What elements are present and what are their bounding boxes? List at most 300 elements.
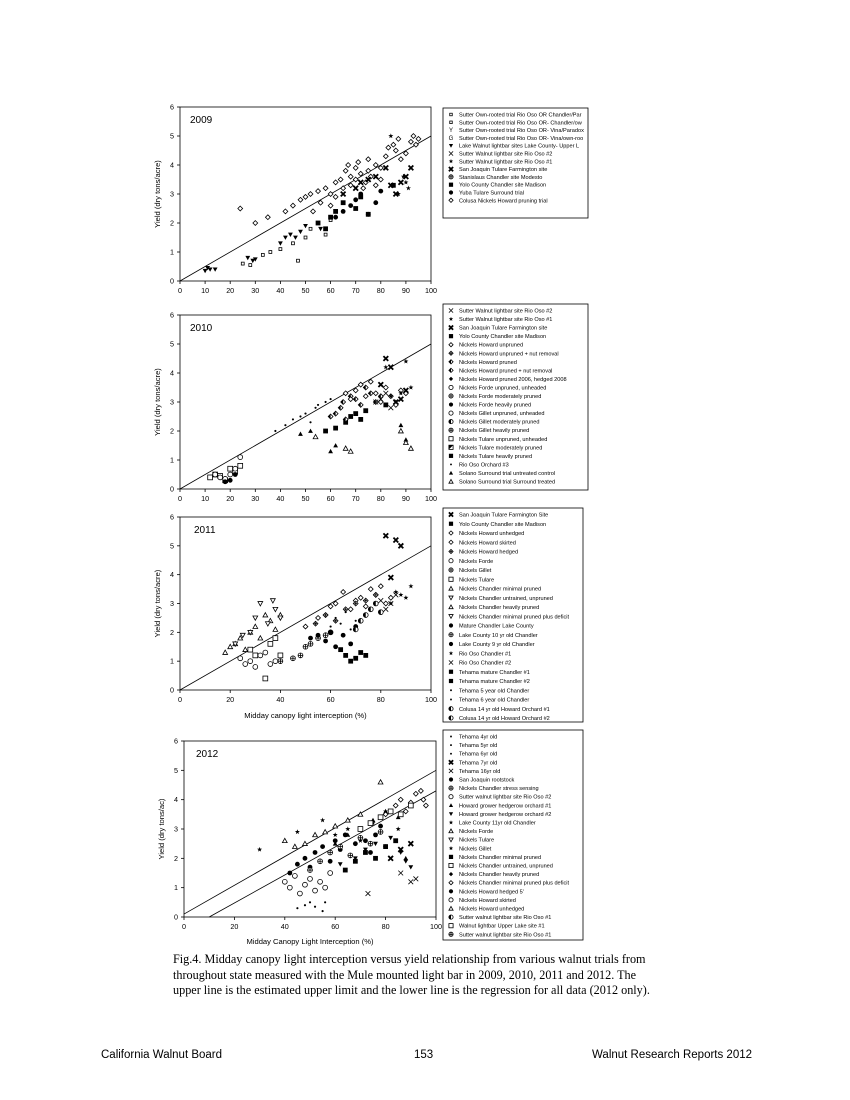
chart-2011-point — [253, 616, 258, 620]
chart-2009-point — [265, 215, 270, 220]
chart-2009-point — [391, 183, 396, 188]
chart-2009-point — [398, 180, 403, 185]
chart-2011-point — [243, 662, 248, 667]
chart-2012-point — [296, 907, 298, 909]
chart-2009-point — [393, 148, 398, 153]
chart-2011-point — [363, 604, 368, 609]
chart-2010-legend-marker — [449, 454, 453, 458]
chart-2011-point — [350, 628, 352, 630]
chart-2009-point — [297, 259, 300, 262]
chart-2011-legend-label: Colusa 14 yr old Howard Orchard #1 — [459, 706, 550, 713]
chart-2012-y-tick-label: 1 — [174, 883, 178, 893]
chart-2009-point — [333, 215, 338, 220]
chart-2011-legend-marker — [449, 633, 453, 637]
chart-2012-point — [304, 904, 306, 906]
chart-2011-point — [373, 592, 378, 597]
chart-2011-point — [378, 584, 383, 589]
chart-2010-legend-label: Solano Surround trial Surround treated — [459, 479, 556, 486]
chart-2009-point — [414, 142, 419, 147]
chart-2012-point — [393, 803, 398, 808]
chart-2009-legend-label: San Joaquin Tulare Farmington site — [459, 167, 548, 174]
chart-2010-legend-label: Nickels Tulare unpruned, unheaded — [459, 436, 548, 443]
chart-2010-point — [341, 400, 346, 405]
chart-2009-point — [353, 206, 358, 211]
chart-2012-x-axis-label: Midday Canopy Light Interception (%) — [246, 937, 374, 946]
chart-2012-point — [292, 874, 297, 879]
chart-2012-point — [308, 876, 313, 881]
chart-2012-point — [363, 838, 368, 843]
chart-2009-x-tick-label: 90 — [401, 286, 410, 295]
chart-2010-point — [363, 394, 368, 399]
chart-2010-legend-label: Rio Oso Orchard #3 — [459, 462, 509, 469]
chart-2011-point — [383, 601, 388, 606]
chart-2010-point — [353, 411, 358, 416]
chart-2011-y-tick-label: 6 — [170, 512, 174, 522]
chart-2009-point — [309, 227, 312, 230]
chart-2012-point — [408, 803, 413, 808]
chart-2011-point — [398, 543, 403, 548]
chart-2010-point — [233, 466, 238, 471]
chart-2010-x-tick-label: 70 — [351, 494, 360, 503]
chart-2010-legend-marker — [449, 402, 453, 406]
chart-2012-point — [398, 797, 403, 802]
chart-2009-point — [269, 251, 272, 254]
chart-2009-point — [353, 177, 358, 182]
chart-2011-point — [278, 659, 283, 664]
chart-2012-point — [398, 871, 403, 876]
chart-2012-point — [368, 821, 373, 826]
chart-2011-point — [378, 610, 383, 615]
chart-2011-point — [270, 599, 275, 603]
chart-2011-x-tick-label: 100 — [425, 695, 437, 704]
chart-2012-legend-label: Nickels Howard hedged 5' — [459, 889, 524, 896]
chart-2012-point — [388, 836, 393, 840]
chart-2011-point — [348, 607, 353, 612]
chart-2011-x-tick-label: 40 — [276, 695, 285, 704]
chart-2011-point — [341, 590, 346, 595]
chart-2012-x-tick-label: 0 — [182, 922, 186, 931]
chart-2009-point — [366, 168, 371, 173]
chart-2009-legend-label: Sutter Own-rooted trial Rio Oso OR- Vina/Paradox — [459, 128, 584, 135]
chart-2009-x-tick-label: 20 — [226, 286, 235, 295]
chart-2010-legend-label: Nickels Howard unpruned — [459, 342, 524, 349]
chart-2009-y-tick-label: 6 — [170, 102, 174, 112]
chart-2012-legend-label: Sutter walnut lightbar site Rio Oso #1 — [459, 915, 552, 922]
chart-2009-legend-marker — [450, 121, 453, 124]
chart-2010-point — [213, 472, 218, 477]
chart-2010-point — [408, 385, 413, 390]
chart-2010-y-tick-label: 2 — [170, 426, 174, 436]
chart-2011-x-tick-label: 60 — [326, 695, 335, 704]
chart-2012-point — [313, 832, 318, 836]
chart-2012-legend-label: Nickels Chandler stress sensing — [459, 786, 539, 793]
chart-2010-x-tick-label: 20 — [226, 494, 235, 503]
chart-2012-point — [408, 841, 413, 846]
chart-2011-point — [268, 641, 273, 646]
chart-2012-point — [418, 788, 423, 793]
chart-2011-point — [273, 627, 278, 631]
chart-2009-legend-label: Sutter Own-rooted trial Rio Oso OR Chandler/Par — [459, 112, 582, 119]
chart-2012-point — [378, 824, 383, 829]
chart-2011-point — [358, 618, 363, 623]
chart-2011-point — [340, 623, 342, 625]
chart-2012-point — [421, 797, 426, 802]
chart-2009-point — [383, 154, 388, 159]
chart-2011-legend-marker — [449, 670, 453, 674]
chart-2009-legend-marker — [450, 113, 453, 116]
chart-2011-point — [355, 620, 357, 622]
chart-2012-legend-marker — [449, 898, 453, 902]
chart-2012-point — [322, 910, 324, 912]
chart-2012-point — [403, 859, 408, 863]
chart-2011-point — [223, 650, 228, 654]
chart-2010-point — [383, 403, 388, 408]
chart-2011 — [153, 508, 583, 722]
chart-2009-legend-label: Lake Walnut lightbar sites Lake County- Upper L — [459, 143, 580, 150]
chart-2011-legend-marker — [449, 623, 453, 627]
chart-2011-y-tick-label: 4 — [170, 570, 174, 580]
chart-2009-x-tick-label: 60 — [326, 286, 335, 295]
chart-2009-y-tick-label: 1 — [170, 247, 174, 257]
chart-2012-legend-label: Nickels Forde — [459, 829, 494, 836]
chart-2011-point — [330, 625, 332, 627]
chart-2009-point — [348, 174, 353, 179]
chart-2009-point — [324, 233, 327, 236]
chart-2009-x-tick-label: 80 — [376, 286, 385, 295]
chart-2012-x-tick-label: 20 — [230, 922, 239, 931]
chart-2009-y-tick-label: 0 — [170, 276, 174, 286]
chart-2010-legend-marker — [449, 394, 453, 398]
chart-2012-point — [408, 865, 413, 869]
chart-2009-point — [366, 177, 371, 182]
chart-2009-point — [409, 139, 414, 144]
chart-2012-point — [413, 791, 418, 796]
chart-2012-point — [287, 871, 292, 876]
chart-2011-point — [323, 613, 328, 618]
chart-2012-point — [292, 844, 297, 848]
chart-2009-point — [328, 192, 333, 197]
caption-line-3: upper line is the estimated upper limit and the lower line is the regression for all data (2012 only). — [173, 983, 650, 997]
chart-2012-legend-marker — [449, 855, 453, 859]
chart-2012-legend-marker — [450, 753, 452, 755]
chart-2012-point — [353, 841, 358, 846]
chart-2011-legend-marker — [449, 716, 453, 720]
chart-2009-point — [391, 142, 396, 147]
chart-2012-point — [424, 803, 429, 808]
chart-2011-legend-label: Colusa 14 yr old Howard Orchard #2 — [459, 716, 550, 722]
chart-2011-point — [335, 617, 337, 619]
chart-2011-point — [316, 616, 321, 621]
chart-2012-point — [373, 856, 378, 861]
chart-2011-point — [248, 647, 253, 652]
chart-2009-point — [292, 242, 295, 245]
chart-2010-point — [383, 356, 388, 361]
chart-2011-point — [268, 662, 273, 667]
chart-2009-point — [411, 134, 416, 139]
chart-2009-point — [318, 227, 323, 231]
chart-2010-legend-marker — [449, 411, 453, 415]
chart-2010-point — [292, 418, 294, 420]
chart-2011-point — [316, 633, 321, 638]
chart-2010-legend-label: Nickels Gillet unpruned, unheaded — [459, 411, 545, 418]
chart-2010-legend-label: Nickels Forde unpruned, unheaded — [459, 385, 547, 392]
chart-2009-point — [311, 209, 316, 214]
chart-2012-x-tick-label: 100 — [430, 922, 442, 931]
chart-2011-point — [303, 644, 308, 649]
chart-2009-point — [373, 183, 378, 188]
chart-2009-legend-label: Sutter Walnut lightbar site Rio Oso #2 — [459, 151, 553, 158]
chart-2011-legend-label: Tehama 5 year old Chandler — [459, 688, 530, 695]
chart-2012-x-tick-label: 60 — [331, 922, 340, 931]
chart-2012-legend-label: Nickels Chandler untrained, unpruned — [459, 863, 553, 870]
chart-2012-y-axis-label: Yield (dry tons/ac) — [157, 798, 166, 860]
chart-2011-point — [358, 595, 363, 600]
chart-2011-point — [388, 595, 393, 600]
chart-2010-point — [228, 472, 233, 477]
chart-2009-title: 2009 — [190, 115, 213, 126]
chart-2010-point — [314, 407, 316, 409]
chart-2012-point — [320, 844, 325, 849]
chart-2010-legend-label: Nickels Gillet moderately pruned — [459, 419, 540, 426]
chart-2010-point — [398, 397, 403, 402]
chart-2012-legend-label: Nickels Gillet — [459, 846, 492, 853]
chart-2011-point — [308, 636, 313, 641]
chart-2009-x-tick-label: 10 — [201, 286, 210, 295]
chart-2012-point — [373, 832, 378, 837]
chart-2012-y-tick-label: 6 — [174, 736, 178, 746]
chart-2009-legend-marker: G — [448, 135, 454, 142]
chart-2010-point — [348, 414, 353, 419]
chart-2011-point — [363, 598, 368, 603]
chart-2011-point — [243, 647, 248, 651]
chart-2011-legend-label: Nickels Forde — [459, 558, 494, 565]
chart-2012-point — [393, 838, 398, 843]
chart-2012-fit-line — [209, 791, 436, 917]
chart-2011-point — [308, 641, 313, 646]
chart-2011-point — [323, 633, 328, 638]
chart-2012-y-tick-label: 5 — [174, 765, 178, 775]
chart-2009-point — [279, 248, 282, 251]
chart-2011-legend-label: Nickels Howard unhedged — [459, 531, 525, 537]
chart-2009-point — [323, 226, 328, 231]
chart-2011-y-tick-label: 5 — [170, 541, 174, 551]
chart-2011-y-axis-label: Yield (dry tons/acre) — [153, 569, 162, 638]
chart-2011-point — [358, 650, 363, 655]
chart-2011-legend-label: Nickels Chandler minimal pruned — [459, 586, 542, 593]
caption-line-2: throughout state measured with the Mule mounted light bar in 2009, 2010, 2011 and 2012. The — [173, 967, 637, 982]
chart-2011-point — [373, 601, 378, 606]
chart-2012-point — [396, 826, 401, 831]
chart-2009-point — [358, 192, 363, 197]
chart-2011-x-axis-label: Midday canopy light interception (%) — [244, 711, 367, 720]
chart-2009-point — [346, 163, 351, 168]
chart-2012-y-tick-label: 4 — [174, 795, 178, 805]
chart-2009-legend — [443, 108, 588, 218]
chart-2009-point — [333, 209, 338, 214]
chart-2012-point — [408, 879, 413, 884]
chart-2011-y-tick-label: 2 — [170, 627, 174, 637]
chart-2010-point — [333, 426, 338, 431]
chart-2011-x-tick-label: 20 — [226, 695, 235, 704]
chart-2011-point — [338, 647, 343, 652]
chart-2012-point — [338, 844, 343, 849]
chart-2009-point — [333, 195, 338, 200]
chart-2010-point — [228, 478, 233, 483]
chart-2010-point — [299, 415, 301, 417]
chart-2012-point — [348, 853, 353, 858]
chart-2012-point — [309, 901, 311, 903]
chart-2012-point — [383, 844, 388, 849]
chart-2011-point — [388, 575, 393, 580]
chart-2010-y-tick-label: 4 — [170, 368, 174, 378]
chart-2009-legend-label: Yuba Tulare Surround trial — [459, 190, 524, 197]
chart-2012-point — [368, 850, 373, 855]
chart-2010-point — [343, 446, 348, 450]
chart-2012-point — [413, 876, 418, 881]
chart-2012-legend-marker — [449, 924, 453, 928]
chart-2009-point — [366, 212, 371, 217]
chart-2011-legend-marker — [449, 522, 453, 526]
chart-2010-legend — [443, 304, 588, 490]
chart-2009-point — [383, 166, 388, 171]
chart-2009-point — [303, 224, 308, 228]
chart-2009-point — [341, 200, 346, 205]
chart-2012-point — [257, 847, 262, 852]
chart-2010-y-tick-label: 1 — [170, 455, 174, 465]
chart-2009-point — [416, 137, 421, 142]
chart-2010-point — [304, 413, 306, 415]
chart-2010-point — [388, 365, 393, 370]
chart-2011-legend-label: Nickels Howard skirted — [459, 540, 516, 547]
chart-2010-point — [298, 432, 303, 436]
chart-2011-point — [378, 598, 383, 603]
footer-left: California Walnut Board — [101, 1049, 223, 1061]
chart-2009 — [153, 103, 588, 296]
chart-2010-point — [208, 475, 213, 480]
chart-2012-y-tick-label: 3 — [174, 824, 178, 834]
chart-2009-point — [396, 137, 401, 142]
chart-2009-point — [373, 174, 378, 179]
chart-2009-point — [328, 215, 333, 220]
chart-2012-legend-label: Howard grower hedgerow orchard #2 — [459, 811, 552, 818]
chart-2010-point — [358, 382, 363, 387]
chart-2011-point — [393, 592, 398, 597]
chart-2012-point — [363, 850, 368, 855]
chart-2012-point — [378, 780, 383, 784]
chart-2009-point — [304, 236, 307, 239]
chart-2010-point — [333, 443, 338, 447]
chart-2012-legend-label: Sutter walnut lightbar site Rio Oso #2 — [459, 794, 552, 801]
chart-2009-point — [303, 195, 308, 200]
chart-2010 — [153, 304, 588, 503]
chart-2011-point — [313, 621, 318, 626]
chart-2009-point — [341, 209, 346, 214]
chart-2012-point — [303, 841, 308, 845]
chart-2009-point — [278, 241, 283, 245]
chart-2010-legend-label: Nickels Tulare moderately pruned — [459, 445, 543, 452]
chart-2012-point — [313, 850, 318, 855]
chart-2009-point — [203, 269, 208, 273]
chart-2010-legend-label: Nickels Howard pruned — [459, 359, 517, 366]
chart-2011-legend-label: Yolo County Chandler site Madison — [459, 521, 547, 528]
chart-2012-legend-label: Lake County 11yr old Chandler — [459, 820, 536, 827]
chart-2010-point — [398, 423, 403, 427]
chart-2011-point — [343, 653, 348, 658]
chart-2010-point — [378, 382, 383, 387]
chart-2012-legend-marker — [449, 777, 453, 781]
chart-2009-point — [333, 180, 338, 185]
chart-2011-legend-label: Lake County 9 yr old Chandler — [459, 642, 535, 648]
caption-line-1: Fig.4. Midday canopy light interception versus yield relationship from various walnut trials from — [173, 952, 646, 966]
chart-2009-point — [261, 253, 264, 256]
chart-2010-legend-label: Sutter Walnut lightbar site Rio Oso #2 — [459, 308, 553, 315]
chart-2010-point — [343, 391, 348, 396]
chart-2012-point — [368, 841, 373, 846]
chart-2011-point — [278, 653, 283, 658]
chart-2011-legend-marker — [449, 559, 453, 563]
chart-2009-point — [378, 177, 383, 182]
chart-2010-point — [368, 391, 373, 396]
chart-2011-point — [253, 653, 258, 658]
chart-2009-y-axis-label: Yield (dry tons/acre) — [153, 160, 162, 228]
chart-2010-point — [383, 385, 388, 390]
chart-2011-legend-label: Tehama 6 year old Chandler — [459, 697, 530, 704]
chart-2009-point — [373, 200, 378, 205]
chart-2010-point — [325, 401, 327, 403]
chart-2011-plot-frame — [180, 517, 431, 690]
chart-2010-legend-marker — [449, 334, 453, 338]
chart-2011-y-tick-label: 1 — [170, 656, 174, 666]
chart-2010-point — [328, 414, 333, 419]
chart-2009-legend-label: Sutter Own-rooted trial Rio Oso OR- Chandler/ow — [459, 120, 582, 127]
chart-2010-point — [383, 391, 388, 396]
chart-2011-legend-label: Tehama mature Chandler #2 — [459, 679, 530, 685]
chart-2011-point — [368, 607, 373, 612]
chart-2012-point — [343, 868, 348, 873]
chart-2012-point — [333, 832, 338, 837]
chart-2011-legend-marker — [449, 707, 453, 711]
chart-2010-point — [233, 472, 238, 477]
chart-2011-legend-marker — [450, 689, 452, 691]
chart-2010-legend-marker — [449, 437, 453, 441]
chart-2009-x-tick-label: 100 — [425, 286, 437, 295]
chart-2009-point — [341, 186, 346, 191]
chart-2010-y-tick-label: 6 — [170, 310, 174, 320]
chart-2009-point — [208, 267, 213, 271]
chart-2011-point — [343, 607, 348, 612]
chart-2010-point — [218, 475, 223, 480]
chart-2012-point — [388, 809, 393, 814]
chart-2009-x-tick-label: 40 — [276, 286, 285, 295]
chart-2009-legend-label: Colusa Nickels Howard pruning trial — [459, 198, 548, 205]
chart-2012-point — [366, 891, 371, 896]
chart-2012-point — [333, 824, 338, 828]
chart-2009-point — [249, 264, 252, 267]
chart-2009-point — [328, 203, 333, 208]
chart-2012-point — [323, 885, 328, 890]
chart-2012-legend-marker — [449, 889, 453, 893]
chart-2010-x-tick-label: 50 — [301, 494, 310, 503]
chart-2009-y-tick-label: 2 — [170, 218, 174, 228]
chart-2011-legend-label: Lake County 10 yr old Chandler — [459, 632, 538, 639]
chart-2011-point — [248, 659, 253, 664]
chart-2009-point — [409, 166, 414, 171]
chart-2010-point — [317, 404, 319, 406]
chart-2012-legend-label: Nickels Howard skirted — [459, 897, 516, 904]
chart-2009-y-tick-label: 3 — [170, 189, 174, 199]
chart-2011-point — [383, 607, 388, 612]
chart-2011-legend-label: Nickels Gillet — [459, 568, 492, 574]
